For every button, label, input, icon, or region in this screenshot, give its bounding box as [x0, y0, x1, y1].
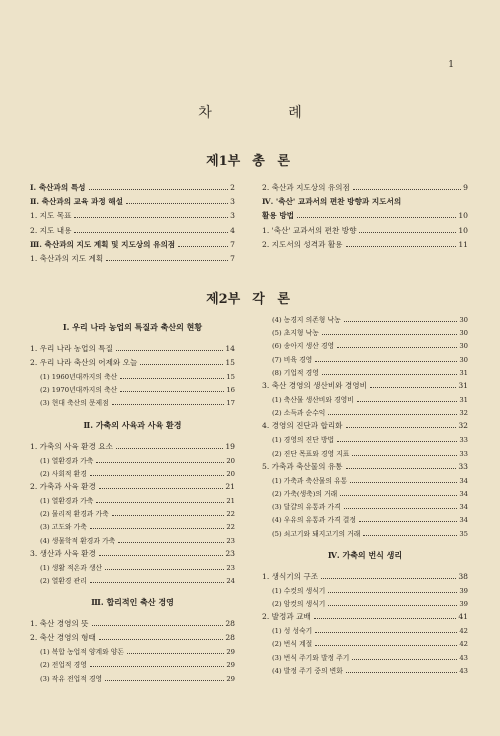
toc-entry-title: (2) 1970년대까지의 축산: [40, 386, 118, 395]
toc-page-number: 22: [226, 510, 235, 519]
dot-leader: [99, 487, 223, 489]
toc-entry-title: 1. '축산' 교과서의 편찬 방향: [262, 225, 357, 235]
toc-page-number: 35: [459, 529, 468, 538]
section-heading: Ⅲ. 합리적인 축산 경영: [91, 597, 174, 608]
dot-leader: [346, 467, 457, 469]
toc-page-number: 23: [226, 536, 235, 545]
toc-page-number: 31: [459, 368, 468, 377]
toc-entry-title: (2) 암컷의 생식기: [272, 600, 326, 608]
toc-entry-title: 2. 축산과 지도상의 유의점: [262, 183, 350, 192]
toc-page-number: 42: [459, 627, 468, 636]
toc-page-number: 29: [226, 674, 235, 683]
toc-page-number: 34: [459, 476, 468, 485]
toc-subentry: [272, 449, 468, 459]
toc-page-number: 34: [459, 516, 468, 525]
toc-entry-title: 3. 축산 경영의 생산비와 경영비: [262, 381, 367, 390]
part1-right-column: [262, 183, 468, 273]
toc-entry-title: (1) 1960년대까지의 축산: [40, 373, 118, 381]
toc-entry-title: (1) 복합 농업적 양계와 양돈: [40, 648, 124, 657]
toc-subentry: [272, 586, 468, 596]
toc-entry-title: (7) 비육 경영: [272, 355, 313, 364]
toc-subentry: [272, 653, 468, 663]
toc-page-number: 17: [226, 399, 235, 408]
dot-leader: [96, 501, 224, 503]
toc-subentry: [40, 372, 235, 382]
toc-entry-title: (1) 생활 적온과 생산: [40, 563, 103, 572]
dot-leader: [328, 604, 457, 606]
toc-entry: [262, 462, 468, 472]
dot-leader: [370, 386, 456, 388]
dot-leader: [297, 216, 456, 218]
toc-entry: [30, 197, 235, 207]
toc-entry-title: 1. 가축의 사육 환경 요소: [30, 441, 113, 451]
toc-page-number: 20: [226, 469, 235, 478]
toc-subentry: [40, 385, 235, 395]
toc-entry: [30, 633, 235, 643]
toc-subentry: [40, 660, 235, 670]
toc-entry: [30, 211, 235, 221]
toc-subentry: [272, 476, 468, 486]
dot-leader: [359, 231, 456, 233]
toc-entry-title: (2) 물리적 환경과 가축: [40, 510, 109, 519]
toc-subentry: [272, 395, 468, 405]
toc-entry: [30, 619, 235, 629]
page-number: 1: [448, 60, 454, 70]
toc-page-number: 19: [225, 441, 235, 451]
toc-entry: [30, 226, 235, 236]
toc-entry: [262, 572, 468, 582]
toc-subentry: [272, 599, 468, 609]
dot-leader: [118, 541, 224, 543]
toc-page-number: 15: [226, 373, 235, 381]
toc-entry-title: (4) 발정 주기 중의 변화: [272, 666, 343, 675]
toc-entry: [262, 421, 468, 431]
dot-leader: [112, 514, 225, 516]
toc-entry-title: (6) 송아지 생산 경영: [272, 342, 335, 351]
toc-page-number: 11: [458, 239, 468, 249]
toc-page-number: 30: [459, 316, 468, 324]
toc-subentry: [40, 674, 235, 684]
dot-leader: [322, 333, 458, 335]
toc-page-number: 39: [459, 586, 468, 595]
toc-entry-title: 활용 방법: [262, 211, 294, 221]
toc-entry-title: (1) 열환경과 가축: [40, 497, 94, 505]
toc-page-number: 31: [458, 381, 468, 390]
dot-leader: [328, 413, 457, 415]
dot-leader: [340, 494, 457, 496]
toc-entry-title: 1. 축산 경영의 뜻: [30, 619, 89, 629]
part1-left-column: [30, 183, 235, 273]
dot-leader: [346, 426, 457, 428]
toc-entry-title: (1) 열환경과 가축: [40, 456, 94, 465]
dot-leader: [352, 658, 457, 660]
page-title: 차 례: [198, 105, 338, 121]
dot-leader: [315, 644, 457, 646]
toc-page-number: 21: [225, 482, 235, 491]
toc-entry-title: Ⅱ. 축산과의 교육 과정 해설: [30, 197, 123, 207]
dot-leader: [99, 554, 223, 556]
toc-page-number: 30: [459, 329, 468, 338]
toc-page-number: 20: [226, 456, 235, 465]
toc-page-number: 28: [225, 633, 235, 643]
toc-entry: [262, 240, 468, 250]
toc-entry-title: (1) 성 성숙기: [272, 627, 313, 636]
toc-page-number: 7: [230, 254, 235, 263]
toc-entry: [262, 197, 468, 207]
toc-entry-title: 2. 지도 내용: [30, 225, 72, 235]
part1-heading: [0, 150, 500, 169]
dot-leader: [357, 400, 458, 402]
toc-entry: [262, 183, 468, 193]
dot-leader: [344, 507, 458, 509]
toc-subentry: [272, 408, 468, 418]
toc-entry: [30, 254, 235, 264]
dot-leader: [90, 474, 225, 476]
toc-entry-title: 4. 경영의 진단과 합리화: [262, 421, 343, 431]
toc-entry: [30, 549, 235, 559]
dot-leader: [120, 377, 224, 379]
dot-leader: [126, 202, 228, 204]
toc-entry: [262, 612, 468, 622]
toc-subentry: [40, 509, 235, 519]
toc-subentry: [272, 368, 468, 378]
dot-leader: [105, 568, 224, 570]
toc-entry-title: 1. 생식기의 구조: [262, 571, 319, 581]
toc-entry-title: 1. 축산과의 지도 계획: [30, 254, 104, 263]
toc-page-number: 29: [226, 661, 235, 670]
toc-subentry: [272, 435, 468, 445]
toc-page-number: 31: [459, 396, 468, 404]
dot-leader: [112, 403, 225, 405]
toc-entry: [262, 211, 468, 221]
toc-entry-title: 3. 생산과 사육 환경: [30, 548, 96, 558]
toc-page-number: 43: [459, 653, 468, 662]
toc-page-number: 2: [230, 183, 235, 192]
part2-name: 각 론: [252, 292, 294, 307]
dot-leader: [322, 373, 458, 375]
toc-page-number: 34: [459, 503, 468, 512]
toc-subentry: [272, 529, 468, 539]
toc-page-number: 4: [230, 225, 235, 235]
toc-page-number: 10: [458, 225, 468, 235]
toc-entry-title: 1. 우리 나라 농업의 특질: [30, 344, 113, 353]
toc-page-number: 39: [459, 600, 468, 608]
toc-subentry: [272, 639, 468, 649]
toc-entry-title: Ⅰ. 축산과의 특성: [30, 183, 86, 192]
toc-page-number: 23: [226, 563, 235, 572]
toc-entry-title: (4) 우유의 유통과 가격 결정: [272, 516, 356, 525]
toc-entry-title: (5) 초지형 낙농: [272, 329, 319, 338]
dot-leader: [337, 346, 457, 348]
toc-entry-title: (2) 소득과 순수익: [272, 409, 326, 418]
toc-page-number: 34: [459, 490, 468, 498]
toc-entry: [30, 183, 235, 193]
dot-leader: [92, 624, 224, 626]
toc-entry: [30, 344, 235, 354]
dot-leader: [344, 320, 458, 322]
toc-entry-title: 2. 우리 나라 축산의 어제와 오늘: [30, 358, 138, 367]
toc-entry-title: (3) 고도와 가축: [40, 523, 87, 532]
toc-entry-title: (2) 진단 목표와 경영 지표: [272, 449, 350, 458]
toc-entry-title: (2) 번식 계절: [272, 640, 313, 649]
dot-leader: [321, 577, 456, 579]
toc-page-number: 42: [459, 640, 468, 649]
toc-entry-title: (2) 전업적 경영: [40, 661, 87, 670]
toc-entry-title: 2. 가축과 사육 환경: [30, 482, 96, 491]
dot-leader: [127, 652, 224, 654]
toc-page-number: 33: [458, 461, 468, 471]
toc-entry-title: 5. 가축과 축산물의 유통: [262, 461, 343, 471]
dot-leader: [353, 188, 461, 190]
toc-subentry: [272, 626, 468, 636]
toc-page-number: 10: [458, 211, 468, 221]
dot-leader: [116, 349, 223, 351]
dot-leader: [120, 390, 224, 392]
toc-subentry: [272, 489, 468, 499]
toc-entry-title: (2) 열환경 관리: [40, 577, 87, 585]
toc-entry-title: (2) 사회적 환경: [40, 469, 87, 478]
toc-entry-title: 1. 지도 목표: [30, 211, 72, 221]
toc-entry-title: (4) 생물학적 환경과 가축: [40, 536, 116, 545]
toc-page-number: 38: [458, 571, 468, 581]
dot-leader: [99, 638, 223, 640]
dot-leader: [352, 454, 457, 456]
toc-page-number: 32: [458, 421, 468, 431]
toc-page-number: 32: [459, 409, 468, 418]
toc-page-number: 3: [230, 211, 235, 221]
dot-leader: [314, 617, 457, 619]
dot-leader: [359, 520, 457, 522]
dot-leader: [328, 591, 457, 593]
dot-leader: [315, 360, 457, 362]
toc-entry-title: Ⅳ. '축산' 교과서의 편찬 방향과 지도서의: [262, 197, 402, 207]
toc-page-number: 3: [230, 197, 235, 207]
toc-entry-title: (1) 경영의 진단 방법: [272, 436, 335, 445]
toc-subentry: [272, 315, 468, 325]
part2-left-column: [30, 322, 235, 692]
toc-entry-title: (3) 현대 축산의 문제점: [40, 399, 109, 408]
toc-subentry: [40, 536, 235, 546]
toc-entry-title: (3) 번식 주기와 발정 주기: [272, 653, 350, 662]
toc-page-number: 29: [226, 648, 235, 657]
dot-leader: [350, 481, 457, 483]
section-heading: Ⅰ. 우리 나라 농업의 특질과 축산의 현황: [62, 322, 203, 332]
toc-page-number: 7: [230, 239, 235, 249]
dot-leader: [106, 259, 228, 261]
dot-leader: [337, 440, 457, 442]
toc-entry: [30, 358, 235, 368]
toc-subentry: [40, 496, 235, 506]
dot-leader: [90, 527, 225, 529]
toc-entry: [30, 442, 235, 452]
toc-page-number: 41: [458, 612, 468, 622]
toc-subentry: [40, 647, 235, 657]
toc-page-number: 24: [226, 577, 235, 585]
toc-page-number: 30: [459, 342, 468, 351]
toc-page-number: 28: [225, 619, 235, 629]
toc-subentry: [40, 456, 235, 466]
dot-leader: [346, 245, 457, 247]
dot-leader: [178, 245, 228, 247]
toc-entry-title: (8) 기업적 경영: [272, 368, 319, 377]
toc-page-number: 15: [225, 358, 235, 367]
toc-entry: [30, 240, 235, 250]
dot-leader: [363, 534, 457, 536]
toc-page-number: 22: [226, 523, 235, 532]
part2-right-column: [262, 315, 468, 695]
toc-subentry: [272, 515, 468, 525]
toc-entry-title: (1) 가축과 축산물의 유통: [272, 476, 348, 485]
toc-entry: [262, 226, 468, 236]
part1-name: 총 론: [252, 154, 294, 169]
toc-page-number: 16: [226, 386, 235, 395]
dot-leader: [116, 447, 223, 449]
toc-subentry: [40, 398, 235, 408]
dot-leader: [96, 461, 224, 463]
dot-leader: [74, 231, 228, 233]
toc-entry-title: (3) 작유 전업적 경영: [40, 674, 103, 683]
toc-page-number: 23: [225, 548, 235, 558]
toc-subentry: [272, 666, 468, 676]
dot-leader: [105, 679, 224, 681]
toc-entry-title: (5) 쇠고기와 돼지고기의 거래: [272, 529, 361, 538]
part2-heading: [0, 288, 500, 307]
toc-page-number: 33: [459, 436, 468, 445]
dot-leader: [90, 665, 225, 667]
toc-entry-title: (2) 가축(생축)의 거래: [272, 490, 338, 498]
toc-subentry: [40, 576, 235, 586]
part2-number: 제2부: [206, 292, 241, 307]
dot-leader: [140, 363, 223, 365]
toc-entry-title: 2. 지도서의 성격과 활용: [262, 239, 343, 249]
toc-entry-title: (1) 수컷의 생식기: [272, 586, 326, 595]
toc-page-number: 21: [226, 497, 235, 505]
toc-entry-title: (1) 축산물 생산비와 경영비: [272, 396, 354, 404]
toc-entry: [30, 482, 235, 492]
toc-subentry: [272, 355, 468, 365]
toc-page-number: 33: [459, 449, 468, 458]
toc-entry-title: 2. 축산 경영의 형태: [30, 633, 96, 643]
part1-number: 제1부: [206, 154, 241, 169]
toc-subentry: [272, 328, 468, 338]
toc-page-number: 9: [463, 183, 468, 192]
dot-leader: [89, 188, 229, 190]
dot-leader: [346, 671, 458, 673]
toc-page-number: 14: [225, 344, 235, 353]
dot-leader: [315, 631, 457, 633]
toc-entry-title: Ⅲ. 축산과의 지도 계획 및 지도상의 유의점: [30, 239, 176, 249]
toc-subentry: [40, 563, 235, 573]
toc-entry: [262, 381, 468, 391]
section-heading: Ⅱ. 가축의 사육과 사육 환경: [83, 419, 182, 430]
toc-subentry: [272, 341, 468, 351]
toc-subentry: [272, 502, 468, 512]
toc-subentry: [40, 522, 235, 532]
dot-leader: [74, 216, 228, 218]
toc-entry-title: (4) 농경지 의존형 낙농: [272, 316, 341, 324]
toc-page-number: 30: [459, 355, 468, 364]
dot-leader: [90, 581, 225, 583]
toc-entry-title: 2. 발정과 교배: [262, 612, 311, 622]
section-heading: Ⅳ. 가축의 번식 생리: [327, 549, 403, 560]
toc-subentry: [40, 469, 235, 479]
toc-page-number: 43: [459, 666, 468, 675]
toc-entry-title: (3) 달걀의 유통과 가격: [272, 503, 341, 512]
